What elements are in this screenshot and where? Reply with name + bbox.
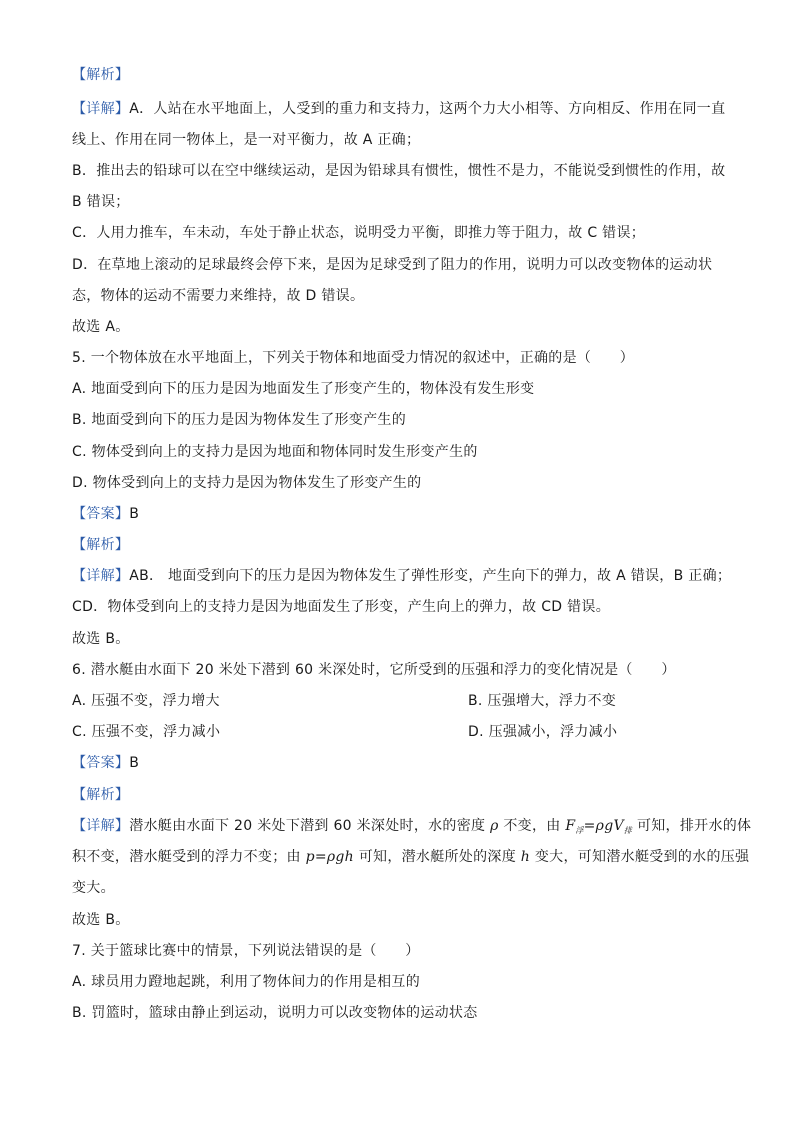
question-6-detail-line <box>72 848 750 866</box>
question-6-option-b: B. 压强增大，浮力不变 <box>468 693 617 709</box>
detail-paragraph-line <box>72 100 732 118</box>
buoyancy-formula <box>565 818 632 834</box>
formula-f-subscript: 浮 <box>575 826 584 835</box>
detail-text: 变大，可知潜水艇受到的水的压强 <box>530 849 750 865</box>
question-6-detail-line <box>72 817 752 840</box>
question-6-answer <box>72 754 732 772</box>
detail-tag: 【详解】 <box>72 568 130 584</box>
pressure-formula: p=ρgh <box>305 849 354 865</box>
answer-value: B <box>129 506 140 522</box>
question-5-analysis-heading: 【解析】 <box>72 537 130 553</box>
question-7-stem: 7. 关于篮球比赛中的情景，下列说法错误的是（ ） <box>72 943 420 959</box>
question-6-options-row-2 <box>72 723 732 741</box>
detail-paragraph-line: B．推出去的铅球可以在空中继续运动，是因为铅球具有惯性，惯性不是力，不能说受到惯性的作用，故 <box>72 163 726 179</box>
question-6-options-row-1 <box>72 692 732 710</box>
detail-tag: 【详解】 <box>72 101 130 117</box>
question-6-detail-line: 变大。 <box>72 880 115 896</box>
rho-symbol: ρ <box>490 818 499 834</box>
question-6-analysis-heading: 【解析】 <box>72 787 130 803</box>
question-5-option-d: D. 物体受到向上的支持力是因为物体发生了形变产生的 <box>72 475 422 491</box>
answer-value: B <box>129 755 140 771</box>
formula-f: F <box>565 818 576 834</box>
question-5-answer <box>72 505 732 523</box>
detail-paragraph-line: 态，物体的运动不需要力来维持，故 D 错误。 <box>72 288 365 304</box>
question-6-option-a: A. 压强不变，浮力增大 <box>72 693 220 709</box>
question-6-stem: 6. 潜水艇由水面下 20 米处下潜到 60 米深处时，它所受到的压强和浮力的变化情况是（ ） <box>72 662 676 678</box>
question-7-option-a: A. 球员用力蹬地起跳，利用了物体间力的作用是相互的 <box>72 974 421 990</box>
detail-text: 不变，由 <box>498 818 566 834</box>
depth-variable: h <box>520 849 531 865</box>
answer-tag: 【答案】 <box>72 755 130 771</box>
detail-text: A．人站在水平地面上，人受到的重力和支持力，这两个力大小相等、方向相反、作用在同一直 <box>129 101 726 117</box>
answer-tag: 【答案】 <box>72 506 130 522</box>
analysis-heading: 【解析】 <box>72 67 130 83</box>
detail-text: 潜水艇由水面下 20 米处下潜到 60 米深处时，水的密度 <box>129 818 491 834</box>
detail-text: 积不变，潜水艇受到的浮力不变；由 <box>72 849 306 865</box>
detail-text: 可知，排开水的体 <box>632 818 752 834</box>
question-5-stem: 5. 一个物体放在水平地面上，下列关于物体和地面受力情况的叙述中，正确的是（ ） <box>72 350 635 366</box>
answer-choice-line: 故选 A。 <box>72 319 130 335</box>
question-7-option-b: B. 罚篮时，篮球由静止到运动，说明力可以改变物体的运动状态 <box>72 1005 478 1021</box>
detail-text: 可知，潜水艇所处的深度 <box>353 849 521 865</box>
detail-text: AB． 地面受到向下的压力是因为物体发生了弹性形变，产生向下的弹力，故 A 错误，B 正确； <box>129 568 732 584</box>
formula-v-subscript: 排 <box>623 826 633 835</box>
detail-tag: 【详解】 <box>72 818 130 834</box>
question-5-choice: 故选 B。 <box>72 631 130 647</box>
detail-paragraph-line: B 错误； <box>72 194 130 210</box>
question-5-option-b: B. 地面受到向下的压力是因为物体发生了形变产生的 <box>72 412 407 428</box>
formula-equals: =ρgV <box>583 818 624 834</box>
detail-paragraph-line: 线上、作用在同一物体上，是一对平衡力，故 A 正确； <box>72 132 421 148</box>
question-6-choice: 故选 B。 <box>72 912 130 928</box>
question-5-detail-line: CD．物体受到向上的支持力是因为地面发生了形变，产生向上的弹力，故 CD 错误。 <box>72 599 611 615</box>
question-6-option-c: C. 压强不变，浮力减小 <box>72 724 221 740</box>
question-5-option-a: A. 地面受到向下的压力是因为地面发生了形变产生的，物体没有发生形变 <box>72 381 535 397</box>
question-5-detail-line <box>72 567 732 585</box>
question-6-option-d: D. 压强减小，浮力减小 <box>468 724 618 740</box>
detail-paragraph-line: D．在草地上滚动的足球最终会停下来，是因为足球受到了阻力的作用，说明力可以改变物体的运动状 <box>72 257 713 273</box>
question-5-option-c: C. 物体受到向上的支持力是因为地面和物体同时发生形变产生的 <box>72 444 478 460</box>
detail-paragraph-line: C．人用力推车，车未动，车处于静止状态，说明受力平衡，即推力等于阻力，故 C 错误； <box>72 225 646 241</box>
